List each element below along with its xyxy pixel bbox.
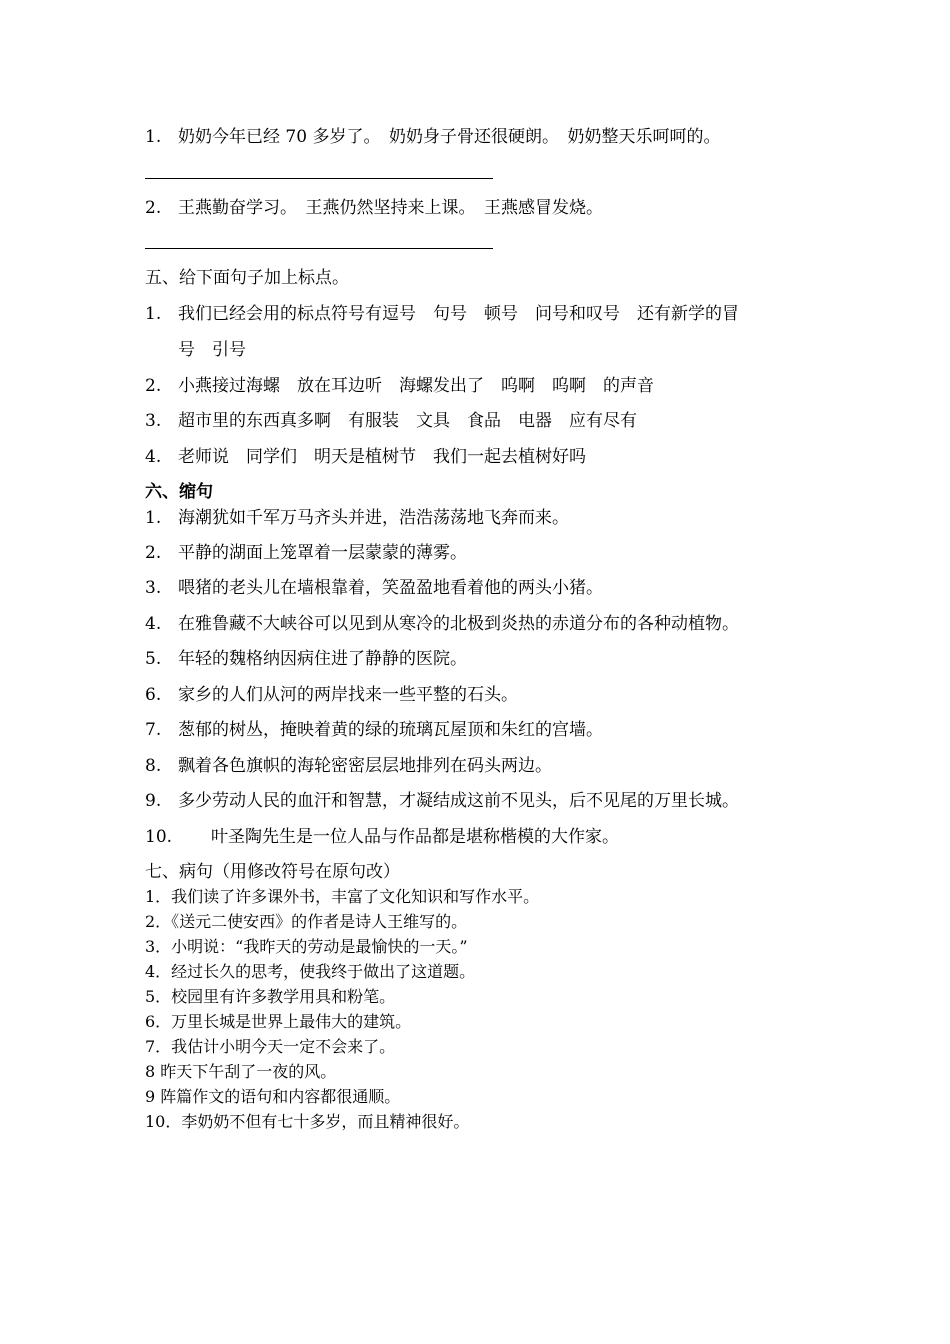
item-text: 王燕勤奋学习。 王燕仍然坚持来上课。 王燕感冒发烧。 xyxy=(178,198,603,218)
item-text: 平静的湖面上笼罩着一层蒙蒙的薄雾。 xyxy=(178,543,467,563)
item-text: 年轻的魏格纳因病住进了静静的医院。 xyxy=(178,649,467,669)
shorten-item-4 xyxy=(145,614,739,634)
faulty-sentence-5: 5．校园里有许多教学用具和粉笔。 xyxy=(145,987,396,1006)
shorten-item-8 xyxy=(145,756,552,776)
item-text: 喂猪的老头儿在墙根靠着，笑盈盈地看着他的两头小猪。 xyxy=(178,578,603,598)
faulty-sentence-7: 7．我估计小明今天一定不会来了。 xyxy=(145,1037,396,1056)
item-number: 2. xyxy=(145,376,162,396)
item-number: 2. xyxy=(145,198,162,218)
item-number: 1. xyxy=(145,127,162,147)
item-number: 3. xyxy=(145,578,162,598)
faulty-sentence-6: 6．万里长城是世界上最伟大的建筑。 xyxy=(145,1012,412,1031)
item-number: 4. xyxy=(145,614,162,634)
item-number: 9. xyxy=(145,791,162,811)
item-text: 多少劳动人民的血汗和智慧，才凝结成这前不见头，后不见尾的万里长城。 xyxy=(178,791,739,811)
item-number: 1. xyxy=(145,508,162,528)
item-text: 奶奶今年已经 70 多岁了。 奶奶身子骨还很硬朗。 奶奶整天乐呵呵的。 xyxy=(178,127,721,147)
shorten-item-7 xyxy=(145,720,603,740)
item-text: 葱郁的树丛，掩映着黄的绿的琉璃瓦屋顶和朱红的宫墙。 xyxy=(178,720,603,740)
item-text: 在雅鲁藏不大峡谷可以见到从寒冷的北极到炎热的赤道分布的各种动植物。 xyxy=(178,614,739,634)
shorten-item-1 xyxy=(145,508,569,528)
punctuation-item-1 xyxy=(145,304,739,324)
shorten-item-9 xyxy=(145,791,739,811)
item-text: 家乡的人们从河的两岸找来一些平整的石头。 xyxy=(178,685,518,705)
shorten-item-6 xyxy=(145,685,518,705)
faulty-sentence-4: 4．经过长久的思考，使我终于做出了这道题。 xyxy=(145,962,476,981)
faulty-sentence-3: 3．小明说：“我昨天的劳动是最愉快的一天。” xyxy=(145,937,468,956)
punctuation-item-4 xyxy=(145,447,586,467)
item-text: 海潮犹如千军万马齐头并进，浩浩荡荡地飞奔而来。 xyxy=(178,508,569,528)
item-text: 老师说 同学们 明天是植树节 我们一起去植树好吗 xyxy=(178,447,586,467)
shorten-item-10 xyxy=(145,827,619,847)
faulty-sentence-9: 9 阵篇作文的语句和内容都很通顺。 xyxy=(145,1087,401,1106)
item-text: 叶圣陶先生是一位人品与作品都是堪称楷模的大作家。 xyxy=(211,827,619,847)
item-number: 5. xyxy=(145,649,162,669)
item-text: 飘着各色旗帜的海轮密密层层地排列在码头两边。 xyxy=(178,756,552,776)
item-number: 1. xyxy=(145,304,162,324)
combine-item-1 xyxy=(145,127,720,147)
item-number: 2. xyxy=(145,543,162,563)
item-text: 我们已经会用的标点符号有逗号 句号 顿号 问号和叹号 还有新学的冒 xyxy=(178,304,739,324)
answer-line-1 xyxy=(145,178,493,179)
punctuation-item-1-continued: 号 引号 xyxy=(178,340,246,360)
combine-item-2 xyxy=(145,198,603,218)
faulty-sentence-2: 2．《送元二使安西》的作者是诗人王维写的。 xyxy=(145,912,468,931)
item-text: 小燕接过海螺 放在耳边听 海螺发出了 呜啊 呜啊 的声音 xyxy=(178,376,654,396)
item-number: 8. xyxy=(145,756,162,776)
punctuation-item-2 xyxy=(145,376,654,396)
answer-line-2 xyxy=(145,248,493,249)
item-number: 3. xyxy=(145,411,162,431)
faulty-sentence-10: 10．李奶奶不但有七十多岁，而且精神很好。 xyxy=(145,1112,470,1131)
faulty-sentence-1: 1．我们读了许多课外书，丰富了文化知识和写作水平。 xyxy=(145,887,540,906)
item-number: 6. xyxy=(145,685,162,705)
item-number: 7. xyxy=(145,720,162,740)
punctuation-item-3 xyxy=(145,411,637,431)
shorten-item-5 xyxy=(145,649,467,669)
item-number: 10. xyxy=(145,827,173,847)
faulty-sentence-8: 8 昨天下午刮了一夜的风。 xyxy=(145,1062,337,1081)
item-number: 4. xyxy=(145,447,162,467)
section-6-title: 六、缩句 xyxy=(145,482,213,502)
item-text: 超市里的东西真多啊 有服装 文具 食品 电器 应有尽有 xyxy=(178,411,637,431)
shorten-item-3 xyxy=(145,578,603,598)
section-5-title: 五、给下面句子加上标点。 xyxy=(145,268,349,288)
shorten-item-2 xyxy=(145,543,467,563)
section-7-title: 七、病句（用修改符号在原句改） xyxy=(145,862,400,882)
